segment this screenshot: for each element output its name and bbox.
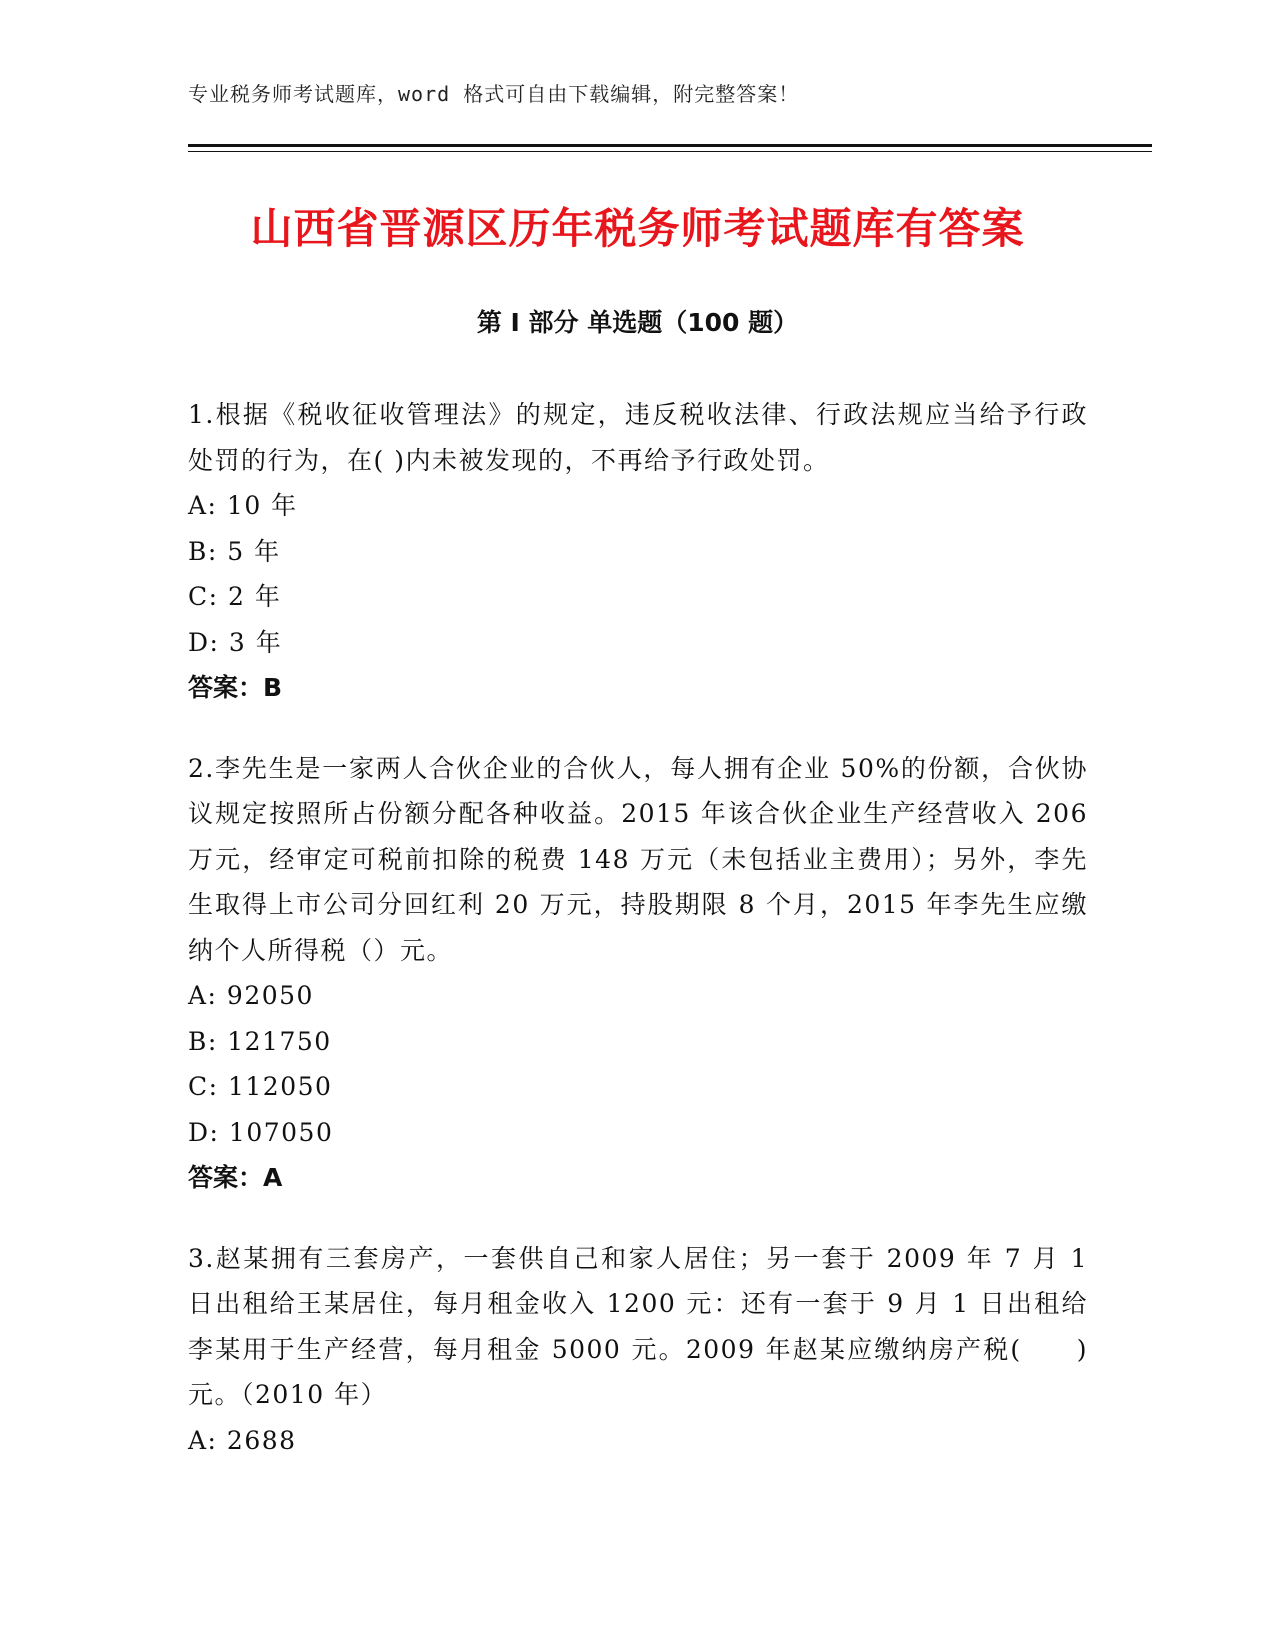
header-rule-thick — [188, 144, 1152, 147]
question-1 — [188, 392, 1088, 711]
question-3 — [188, 1236, 1088, 1464]
option-a: A: 10 年 — [188, 491, 298, 520]
option-b: B: 121750 — [188, 1026, 332, 1056]
option-a: A: 2688 — [188, 1425, 297, 1455]
option-b: B: 5 年 — [188, 536, 281, 566]
section-title: 第 I 部分 单选题（100 题） — [476, 308, 799, 337]
answer: 答案：A — [188, 1163, 283, 1192]
header-rule-thin — [188, 151, 1152, 152]
question-stem: 3.赵某拥有三套房产，一套供自己和家人居住；另一套于 2009 年 7 月 1 日出租给王某居住，每月租金收入 1200 元：还有一套于 9 月 1 日出租给李某用于生产经营，每月租金 5000 元。2009 年赵某应缴纳房产税( )元。（2010 年） — [188, 1243, 1088, 1409]
question-2 — [188, 746, 1088, 1201]
question-list — [188, 392, 1088, 1498]
header-note: 专业税务师考试题库，word 格式可自由下载编辑，附完整答案！ — [188, 82, 800, 106]
answer: 答案：B — [188, 673, 283, 702]
option-c: C: 2 年 — [188, 582, 282, 611]
option-d: D: 3 年 — [188, 627, 283, 657]
option-d: D: 107050 — [188, 1117, 334, 1147]
question-stem: 1.根据《税收征收管理法》的规定，违反税收法律、行政法规应当给予行政处罚的行为，在( )内未被发现的，不再给予行政处罚。 — [188, 400, 1088, 475]
option-c: C: 112050 — [188, 1072, 333, 1101]
document-title: 山西省晋源区历年税务师考试题库有答案 — [250, 204, 1025, 253]
option-a: A: 92050 — [188, 981, 314, 1010]
question-stem: 2.李先生是一家两人合伙企业的合伙人，每人拥有企业 50%的份额，合伙协议规定按照所占份额分配各种收益。2015 年该合伙企业生产经营收入 206 万元，经审定可税前扣除的税费 148 万元（未包括业主费用）；另外，李先生取得上市公司分回红利 20 万元，持股期限 8 个月，2015 年李先生应缴纳个人所得税（）元。 — [188, 753, 1088, 965]
